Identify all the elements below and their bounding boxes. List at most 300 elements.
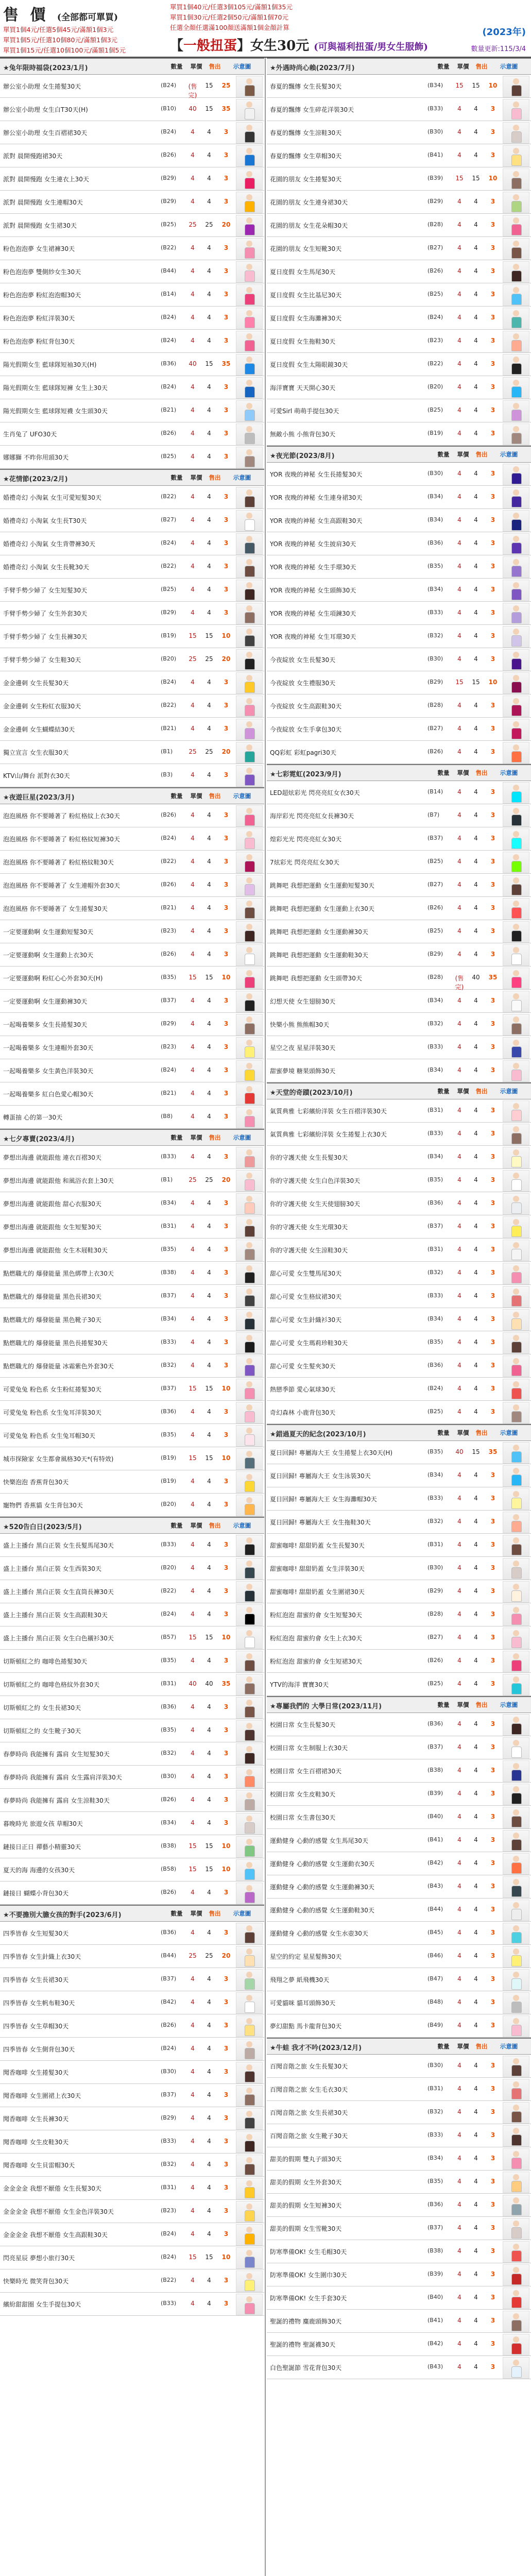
- section-header: [267, 1424, 531, 1441]
- item-quantity: 4: [457, 2022, 461, 2029]
- item-price: 15: [205, 105, 213, 112]
- item-name: 夢想出海邊 就能跟他 女生木屐鞋30天: [3, 1247, 108, 1254]
- item-name: 百聞音階之旅 女生長髮30天: [270, 2063, 348, 2070]
- item-quantity: 4: [191, 1090, 195, 1097]
- item-code: (B24): [161, 679, 177, 685]
- item-code: (B36): [427, 2201, 443, 2208]
- item-price: 4: [474, 1883, 478, 1890]
- item-name: 手臂手勢少婦了 女生外套30天: [3, 610, 88, 617]
- avatar-head: [513, 2058, 519, 2064]
- item-preview-image: [236, 1060, 263, 1082]
- item-sold: 3: [490, 1998, 495, 2006]
- item-name: 海岸彩光 閃亮亮紅女長褲30天: [270, 812, 354, 820]
- item-quantity: 4: [191, 1796, 195, 1803]
- table-row: [267, 1036, 531, 1059]
- section-title: ★專屬我們的 大學日常(2023/11月): [270, 1703, 382, 1710]
- item-preview-image: [236, 145, 263, 167]
- item-price: 4: [207, 493, 211, 500]
- item-name: YOR 夜晚的神秘 女生頭飾30天: [270, 587, 356, 594]
- section-header: [0, 469, 264, 486]
- table-row: [0, 874, 264, 897]
- item-quantity: 4: [457, 811, 461, 819]
- item-name: 春夏的飄傳 女生長髮30天: [270, 83, 342, 90]
- item-preview-image: [503, 99, 529, 121]
- table-row: [267, 1354, 531, 1378]
- section-title: ★牛蛙 我才不吟(2023/12月): [270, 2044, 362, 2052]
- item-price: 4: [474, 360, 478, 367]
- item-name: 7炫彩光 閃亮亮紅女30天: [270, 859, 339, 866]
- avatar-outfit: [511, 1793, 522, 1804]
- item-code: (B32): [161, 2161, 177, 2167]
- item-sold: 3: [490, 314, 495, 321]
- item-sold: 35: [221, 105, 231, 112]
- avatar-outfit: [245, 2002, 255, 2013]
- table-row: [267, 2356, 531, 2379]
- item-name: 暮晚時光 旅遊女孩 草帽30天: [3, 1820, 83, 1827]
- item-quantity: 4: [191, 2207, 195, 2214]
- item-sold: 3: [490, 198, 495, 205]
- item-price: 4: [207, 151, 211, 159]
- avatar-head: [513, 901, 519, 907]
- item-name: 盛上主播台 黑白正裝 女生西裝30天: [3, 1565, 101, 1572]
- column-header-img: 示意圖: [500, 769, 518, 776]
- table-row: [0, 2154, 264, 2177]
- item-price: 4: [474, 430, 478, 437]
- item-preview-image: [236, 2178, 263, 2199]
- item-preview-image: [236, 2270, 263, 2292]
- item-sold: 3: [490, 2201, 495, 2208]
- item-name: 校園日常 女生書包30天: [270, 1814, 336, 1821]
- avatar-outfit: [511, 612, 522, 623]
- item-quantity: 4: [457, 1362, 461, 1369]
- table-row: [267, 555, 531, 579]
- item-preview-image: [236, 510, 263, 532]
- item-sold: 3: [224, 2161, 229, 2168]
- item-preview-image: [503, 1355, 529, 1377]
- item-preview-image: [236, 1170, 263, 1192]
- item-preview-image: [236, 805, 263, 827]
- item-preview-image: [236, 1836, 263, 1858]
- table-row: [0, 1991, 264, 2014]
- table-row: [0, 330, 264, 353]
- item-name: YOR 夜晚的神秘 女生項鍊30天: [270, 610, 356, 617]
- item-price: 15: [472, 1448, 480, 1455]
- avatar-outfit: [245, 2210, 255, 2222]
- item-preview-image: [236, 1628, 263, 1649]
- avatar-head: [246, 1016, 252, 1023]
- item-sold: 3: [490, 2155, 495, 2162]
- avatar-head: [513, 1358, 519, 1364]
- item-preview-image: [503, 1737, 529, 1759]
- avatar-head: [513, 605, 519, 612]
- avatar-head: [513, 513, 519, 519]
- item-code: (B41): [427, 151, 443, 158]
- avatar-head: [513, 125, 519, 131]
- table-row: [267, 2194, 531, 2217]
- avatar-outfit: [511, 1862, 522, 1874]
- item-preview-image: [236, 533, 263, 555]
- item-name: 春夏的飄傳 女生涼鞋30天: [270, 129, 342, 137]
- item-code: (B34): [427, 586, 443, 592]
- avatar-outfit: [511, 2343, 522, 2354]
- item-sold: 3: [490, 1066, 495, 1074]
- item-sold: 3: [490, 2108, 495, 2115]
- item-name: 鏈接日 蝴蝶小背包30天: [3, 1890, 69, 1897]
- item-name: 粉紅泡泡 甜蜜約會 女生上衣30天: [270, 1635, 362, 1642]
- item-name: 點燃職尤的 爆發能量 黑色長裙30天: [3, 1293, 101, 1300]
- price-title: [3, 2, 168, 25]
- item-code: (B34): [427, 997, 443, 1004]
- item-price: 4: [474, 2294, 478, 2301]
- item-code: (B29): [427, 951, 443, 957]
- item-sold: 3: [490, 539, 495, 547]
- avatar-outfit: [511, 108, 522, 120]
- avatar-outfit: [511, 815, 522, 826]
- item-name: 粉紅泡泡 甜蜜約會 女生短裙30天: [270, 1658, 362, 1665]
- item-name: 陽光假期女生 藍球隊短襪 女生頭30天: [3, 408, 108, 415]
- table-row: [267, 330, 531, 353]
- avatar-outfit: [511, 1023, 522, 1035]
- item-code: (B34): [427, 1066, 443, 1073]
- item-quantity: 4: [457, 563, 461, 570]
- item-code: (B14): [161, 291, 177, 297]
- table-row: [0, 671, 264, 694]
- item-preview-image: [503, 1760, 529, 1782]
- item-sold: 3: [490, 2294, 495, 2301]
- table-row: [0, 1192, 264, 1215]
- avatar-outfit: [245, 155, 255, 166]
- item-name: 夏日度假 女生比基尼30天: [270, 292, 342, 299]
- item-sold: 3: [490, 1587, 495, 1595]
- item-sold: 3: [224, 702, 229, 709]
- avatar-head: [513, 1265, 519, 1272]
- table-row: [0, 555, 264, 579]
- column-header-qty: 數量: [170, 1522, 183, 1529]
- item-price: 4: [474, 1315, 478, 1323]
- table-row: [0, 2014, 264, 2038]
- item-code: (B49): [427, 2022, 443, 2028]
- item-code: (B27): [161, 516, 177, 523]
- table-row: [267, 422, 531, 446]
- item-code: (B26): [161, 151, 177, 158]
- item-name: 夏日回歸! 專屬海大王 女生海灘帽30天: [270, 1496, 377, 1503]
- item-sold: 10: [221, 1454, 231, 1462]
- item-sold: 3: [490, 267, 495, 275]
- item-sold: 3: [490, 655, 495, 663]
- section-column-headers: [433, 769, 531, 777]
- item-preview-image: [236, 1651, 263, 1672]
- avatar-head: [513, 241, 519, 247]
- column-header-sold: 售出: [475, 1701, 488, 1708]
- avatar-head: [513, 1717, 519, 1723]
- table-row: [0, 1424, 264, 1447]
- avatar-outfit: [511, 1046, 522, 1058]
- column-header-sold: 售出: [209, 792, 221, 800]
- item-code: (B37): [427, 1743, 443, 1750]
- table-row: [267, 2147, 531, 2171]
- item-price: 15: [205, 1385, 213, 1392]
- item-preview-image: [503, 1147, 529, 1168]
- item-price: 4: [207, 609, 211, 616]
- item-name: 切斯頓紅之約 咖啡色捲髮30天: [3, 1658, 88, 1665]
- column-header-price: 單價: [457, 1429, 469, 1436]
- item-quantity: 15: [189, 1634, 197, 1641]
- item-name: 甜蜜夢境 糖果頭飾30天: [270, 1067, 336, 1075]
- avatar-head: [246, 854, 252, 860]
- item-quantity: 4: [457, 1043, 461, 1050]
- table-row: [0, 1146, 264, 1169]
- item-price: 4: [474, 2270, 478, 2278]
- avatar-outfit: [245, 519, 255, 531]
- item-code: (B34): [427, 1153, 443, 1160]
- section-column-headers: [166, 1133, 264, 1142]
- avatar-outfit: [511, 1614, 522, 1625]
- item-sold: 3: [224, 1020, 229, 1027]
- item-quantity: 4: [191, 198, 195, 205]
- avatar-head: [246, 2088, 252, 2094]
- item-preview-image: [503, 1124, 529, 1145]
- avatar-head: [513, 1561, 519, 1567]
- item-price: 15: [205, 1454, 213, 1462]
- column-header-qty: 數量: [170, 1910, 183, 1917]
- item-quantity: 4: [457, 1743, 461, 1751]
- item-code: (B57): [161, 1634, 177, 1640]
- item-sold: 3: [224, 383, 229, 391]
- item-code: (B35): [161, 1657, 177, 1664]
- item-price: 4: [207, 2277, 211, 2284]
- avatar-head: [513, 1902, 519, 1908]
- item-price: 4: [207, 314, 211, 321]
- column-header-qty: 數量: [437, 1701, 450, 1708]
- item-quantity: 4: [457, 105, 461, 112]
- item-price: 4: [474, 563, 478, 570]
- avatar-head: [246, 194, 252, 200]
- item-name: 聞香咖啡 女生長褲30天: [3, 2115, 69, 2123]
- item-quantity: 4: [457, 1153, 461, 1160]
- avatar-head: [246, 489, 252, 496]
- item-preview-image: [236, 1558, 263, 1580]
- item-preview-image: [503, 487, 529, 509]
- avatar-outfit: [511, 1660, 522, 1671]
- item-quantity: 4: [191, 811, 195, 819]
- item-price: 4: [207, 1726, 211, 1734]
- item-name: 春夢時尚 我能擁有 露肩 女生露肩洋裝30天: [3, 1774, 122, 1781]
- item-price: 4: [207, 1113, 211, 1120]
- item-name: 星空的約定 星星髮飾30天: [270, 1953, 342, 1960]
- avatar-outfit: [245, 1892, 255, 1903]
- avatar-head: [513, 1289, 519, 1295]
- item-code: (B34): [427, 82, 443, 89]
- item-quantity: 4: [457, 1176, 461, 1183]
- item-preview-image: [503, 1992, 529, 2014]
- avatar-head: [513, 489, 519, 496]
- item-quantity: 4: [457, 835, 461, 842]
- section-header: [0, 1905, 264, 1922]
- item-quantity: 4: [457, 1975, 461, 1982]
- item-preview-image: [503, 331, 529, 352]
- item-code: (B42): [427, 2340, 443, 2347]
- table-row: [267, 1922, 531, 1945]
- avatar-head: [246, 1700, 252, 1706]
- item-price: 4: [474, 2131, 478, 2139]
- item-quantity: 4: [457, 1611, 461, 1618]
- item-sold: 3: [490, 470, 495, 477]
- item-code: (B45): [427, 1929, 443, 1936]
- item-preview-image: [236, 331, 263, 352]
- item-preview-image: [236, 968, 263, 989]
- item-price: 4: [207, 586, 211, 593]
- avatar-outfit: [245, 1614, 255, 1625]
- column-header-sold: 售出: [475, 63, 488, 70]
- table-row: [0, 2038, 264, 2061]
- item-quantity: 4: [457, 2340, 461, 2347]
- item-sold: 3: [490, 1883, 495, 1890]
- item-price: 4: [474, 858, 478, 865]
- item-name: 四季皆春 女生長裙30天: [3, 1976, 69, 1984]
- item-sold: 3: [224, 679, 229, 686]
- column-header-qty: 數量: [437, 451, 450, 458]
- table-row: [267, 943, 531, 967]
- item-code: (B36): [161, 1408, 177, 1415]
- item-preview-image: [503, 261, 529, 283]
- table-row: [267, 2101, 531, 2124]
- item-preview-image: [236, 447, 263, 468]
- item-preview-image: [503, 2357, 529, 2379]
- item-code: (B33): [161, 1153, 177, 1160]
- item-code: (B29): [427, 1587, 443, 1594]
- item-code: (B29): [427, 198, 443, 205]
- item-name: 粉色泡泡夢 粉紅泡泡帽30天: [3, 292, 81, 299]
- avatar-head: [246, 1723, 252, 1729]
- item-quantity: 4: [191, 2114, 195, 2122]
- item-quantity: 4: [457, 360, 461, 367]
- item-name: 金金金金 我想不厭倦 女生長髮30天: [3, 2185, 101, 2192]
- item-sold: 3: [224, 1315, 229, 1323]
- table-row: [0, 422, 264, 446]
- item-price: 4: [207, 1478, 211, 1485]
- item-name: 派對 晨開慢跑 女生連衣上30天: [3, 176, 89, 183]
- item-price: 15: [205, 974, 213, 981]
- table-row: [267, 463, 531, 486]
- avatar-head: [246, 264, 252, 270]
- item-code: (B24): [161, 1066, 177, 1073]
- item-code: (B24): [427, 314, 443, 320]
- table-row: [267, 98, 531, 121]
- table-row: [267, 214, 531, 237]
- item-price: 15: [205, 360, 213, 367]
- item-price: 4: [207, 2138, 211, 2145]
- item-code: (B30): [161, 2068, 177, 2075]
- avatar-head: [246, 2180, 252, 2187]
- item-sold: 3: [224, 904, 229, 911]
- avatar-head: [513, 652, 519, 658]
- avatar-head: [513, 403, 519, 409]
- item-sold: 3: [490, 128, 495, 135]
- avatar-head: [246, 808, 252, 814]
- item-price: 4: [474, 1790, 478, 1797]
- avatar-head: [246, 1173, 252, 1179]
- item-sold: 3: [224, 2091, 229, 2098]
- table-row: [0, 2084, 264, 2107]
- avatar-head: [246, 310, 252, 316]
- avatar-outfit: [245, 1272, 255, 1283]
- table-row: [0, 2200, 264, 2223]
- table-row: [0, 1378, 264, 1401]
- item-preview-image: [236, 1992, 263, 2014]
- column-header-qty: 數量: [170, 792, 183, 800]
- item-sold: 3: [490, 563, 495, 570]
- item-sold: 20: [221, 1952, 231, 1959]
- avatar-head: [246, 1769, 252, 1775]
- item-code: (B32): [427, 1269, 443, 1276]
- avatar-outfit: [511, 270, 522, 282]
- item-sold: 3: [224, 1223, 229, 1230]
- item-price: 4: [207, 1090, 211, 1097]
- item-code: (B30): [427, 470, 443, 477]
- item-price: 4: [474, 927, 478, 935]
- item-code: (B27): [427, 244, 443, 251]
- item-code: (B27): [427, 1634, 443, 1640]
- item-sold: 3: [490, 430, 495, 437]
- item-preview-image: [503, 1853, 529, 1875]
- item-price: 4: [474, 267, 478, 275]
- item-code: (B47): [427, 1975, 443, 1982]
- item-sold: 3: [224, 1501, 229, 1508]
- table-row: [267, 2014, 531, 2038]
- item-code: (B25): [427, 927, 443, 934]
- item-quantity: 4: [191, 1501, 195, 1508]
- item-preview-image: [236, 603, 263, 624]
- avatar-outfit: [245, 1388, 255, 1399]
- table-row: [0, 1603, 264, 1626]
- item-sold: 3: [490, 1315, 495, 1323]
- item-code: (B35): [427, 1176, 443, 1183]
- table-row: [267, 121, 531, 144]
- item-price: 4: [474, 383, 478, 391]
- item-quantity: 4: [457, 1107, 461, 1114]
- item-code: (B3): [161, 771, 173, 778]
- item-quantity: 4: [457, 586, 461, 593]
- item-preview-image: [503, 168, 529, 190]
- avatar-outfit: [511, 728, 522, 739]
- item-quantity: 4: [191, 881, 195, 888]
- avatar-outfit: [245, 612, 255, 623]
- item-code: (B36): [427, 1199, 443, 1206]
- table-row: [267, 1441, 531, 1464]
- avatar-head: [513, 877, 519, 884]
- section-column-headers: [166, 792, 264, 800]
- item-sold: 3: [224, 2022, 229, 2029]
- item-code: (B35): [427, 2178, 443, 2184]
- item-code: (B19): [161, 632, 177, 639]
- avatar-head: [246, 148, 252, 154]
- item-quantity: 15: [189, 632, 197, 639]
- item-price: 25: [205, 1176, 213, 1183]
- avatar-outfit: [511, 2065, 522, 2076]
- column-header-img: 示意圖: [233, 792, 251, 800]
- avatar-head: [246, 559, 252, 565]
- item-name: 泡泡風格 你不要睡著了 女生捲髮30天: [3, 905, 108, 912]
- avatar-outfit: [511, 2366, 522, 2378]
- item-price: 4: [207, 1703, 211, 1710]
- item-preview-image: [503, 603, 529, 624]
- item-quantity: 15: [189, 974, 197, 981]
- table-row: [267, 1829, 531, 1852]
- avatar-outfit: [511, 1202, 522, 1214]
- item-quantity: 4: [191, 383, 195, 391]
- item-code: (B44): [427, 1906, 443, 1912]
- table-row: [0, 1401, 264, 1424]
